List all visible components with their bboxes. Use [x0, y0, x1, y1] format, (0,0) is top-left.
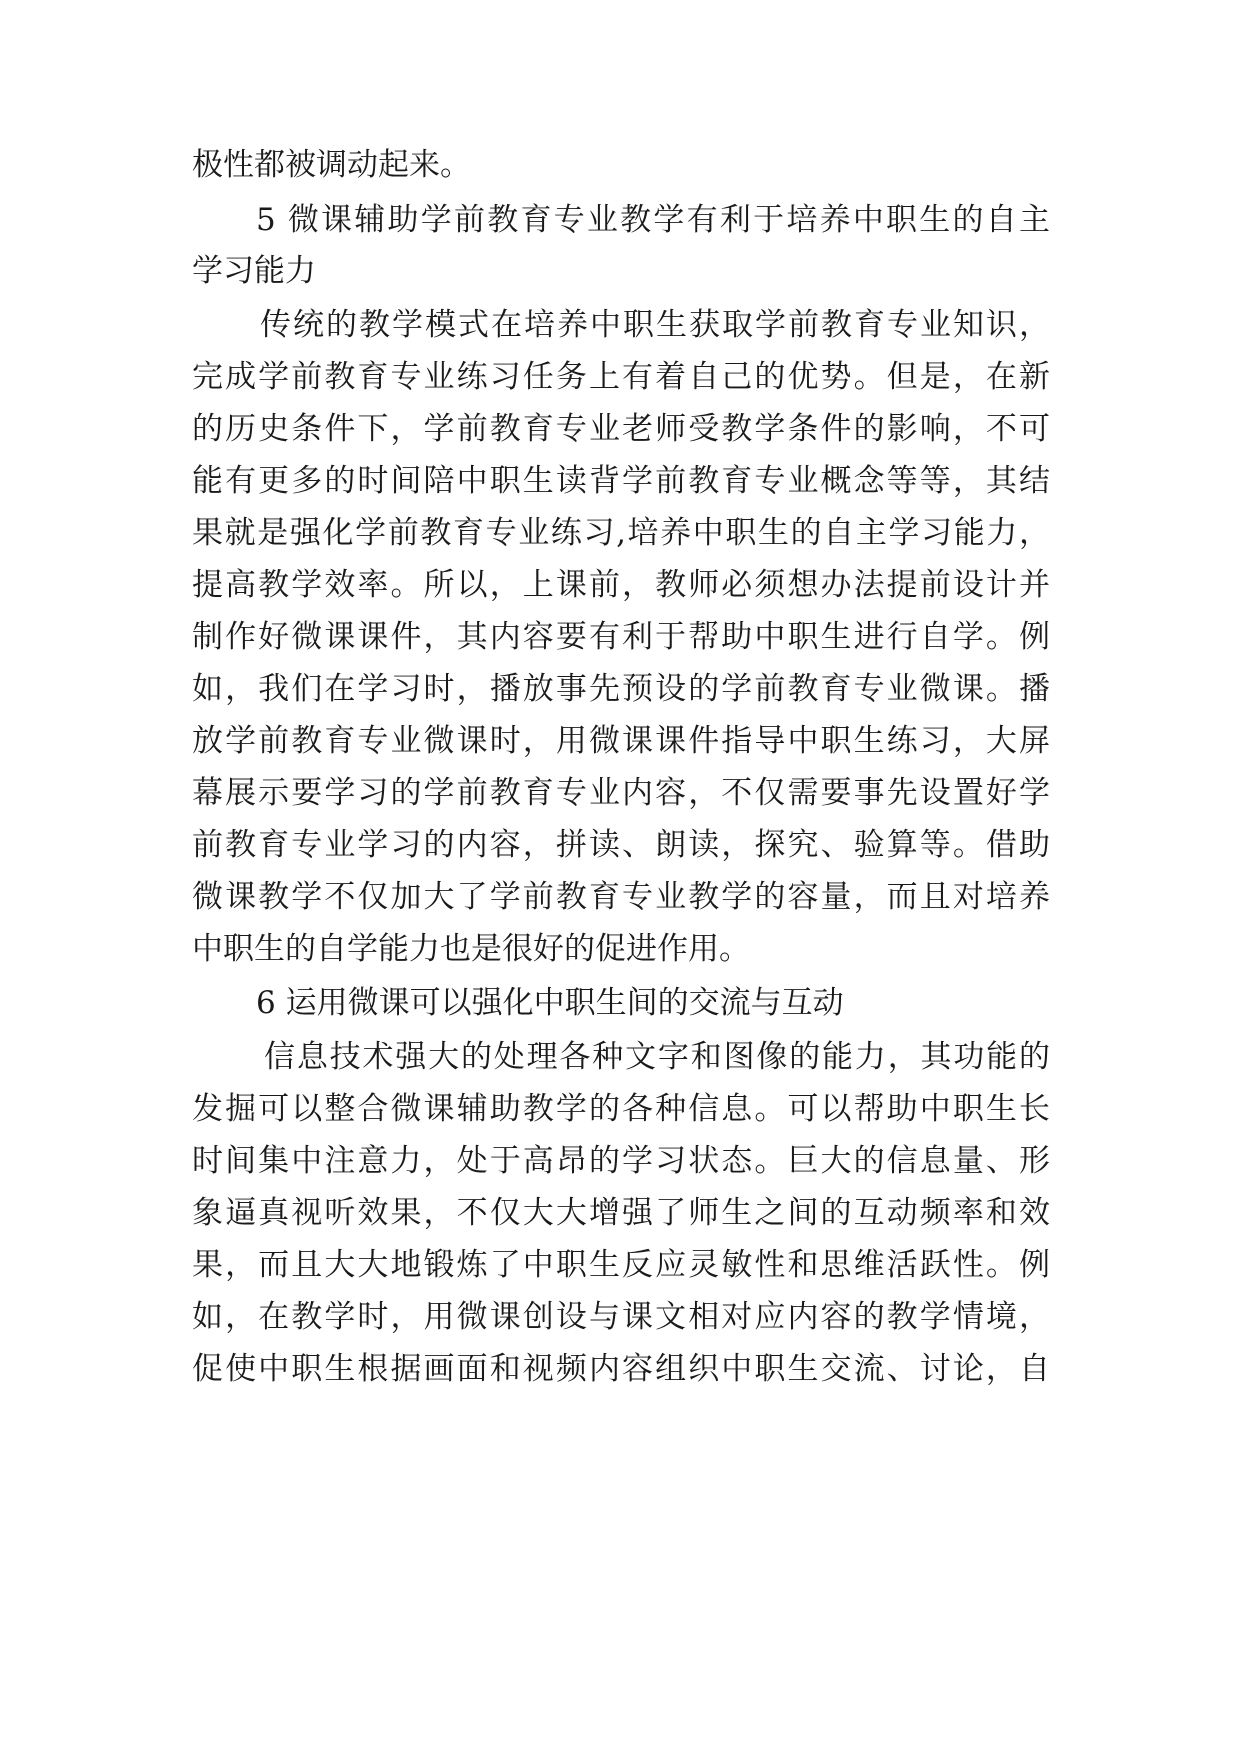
paragraph-line: 制作好微课课件，其内容要有利于帮助中职生进行自学。例 — [192, 619, 1050, 655]
section-heading-6: 6 运用微课可以强化中职生间的交流与互动 — [256, 985, 844, 1021]
paragraph-line: 果，而且大大地锻炼了中职生反应灵敏性和思维活跃性。例 — [192, 1247, 1050, 1283]
paragraph-line: 能有更多的时间陪中职生读背学前教育专业概念等等，其结 — [192, 463, 1050, 499]
paragraph-line: 的历史条件下，学前教育专业老师受教学条件的影响，不可 — [192, 411, 1050, 447]
paragraph-line: 完成学前教育专业练习任务上有着自己的优势。但是，在新 — [192, 359, 1050, 395]
paragraph-line: 放学前教育专业微课时，用微课课件指导中职生练习，大屏 — [192, 723, 1050, 759]
paragraph-line: 前教育专业学习的内容，拼读、朗读，探究、验算等。借助 — [192, 827, 1050, 863]
paragraph-line: 提高教学效率。所以，上课前，教师必须想办法提前设计并 — [192, 567, 1050, 603]
paragraph-line: 发掘可以整合微课辅助教学的各种信息。可以帮助中职生长 — [192, 1091, 1050, 1127]
paragraph-line: 如，我们在学习时，播放事先预设的学前教育专业微课。播 — [192, 671, 1050, 707]
paragraph-line: 幕展示要学习的学前教育专业内容，不仅需要事先设置好学 — [192, 775, 1050, 811]
section-heading-5-cont: 学习能力 — [192, 253, 316, 289]
paragraph-line: 中职生的自学能力也是很好的促进作用。 — [192, 931, 750, 967]
paragraph-line: 果就是强化学前教育专业练习,培养中职生的自主学习能力， — [192, 515, 1050, 551]
paragraph-line: 极性都被调动起来。 — [192, 147, 471, 183]
paragraph-line: 如，在教学时，用微课创设与课文相对应内容的教学情境， — [192, 1299, 1050, 1335]
paragraph-line: 促使中职生根据画面和视频内容组织中职生交流、讨论，自 — [192, 1351, 1050, 1387]
paragraph-line: 信息技术强大的处理各种文字和图像的能力，其功能的 — [264, 1039, 1050, 1075]
paragraph-line: 微课教学不仅加大了学前教育专业教学的容量，而且对培养 — [192, 879, 1050, 915]
paragraph-line: 时间集中注意力，处于高昂的学习状态。巨大的信息量、形 — [192, 1143, 1050, 1179]
paragraph-line: 象逼真视听效果，不仅大大增强了师生之间的互动频率和效 — [192, 1195, 1050, 1231]
paragraph-line: 传统的教学模式在培养中职生获取学前教育专业知识， — [260, 307, 1050, 343]
section-heading-5: 5 微课辅助学前教育专业教学有利于培养中职生的自主 — [256, 202, 1050, 238]
